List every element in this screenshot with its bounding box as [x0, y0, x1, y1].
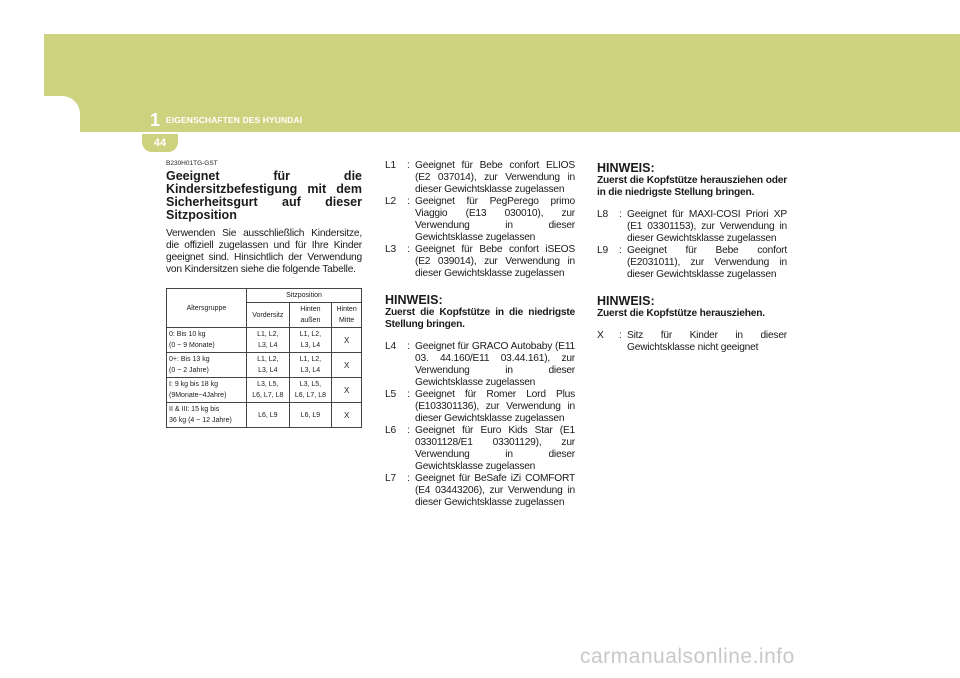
footer-watermark[interactable]: carmanualsonline.info [580, 645, 795, 668]
item-key: L2 [385, 196, 396, 207]
column-left [166, 160, 362, 428]
note-text: Zuerst die Kopfstütze in die niedrigste Stellung bringen. [385, 307, 575, 330]
note-text: Zuerst die Kopfstütze herausziehen oder in die niedrigste Stellung bringen. [597, 175, 787, 198]
header-rear-outer-1: Hinten [300, 306, 321, 313]
item-text: Geeignet für MAXI-COSI Priori XP (E1 03301153), zur Verwendung in dieser Gewichtsklasse zugelassen [627, 209, 787, 244]
header-age-group: Altersgruppe [167, 289, 247, 328]
header-front: Vordersitz [247, 303, 290, 328]
item-text: Geeignet für BeSafe iZi COMFORT (E4 03443206), zur Verwendung in dieser Gewichtsklasse zugelassen [415, 473, 575, 508]
item-text: Geeignet für Euro Kids Star (E1 03301128/E1 03301129), zur Verwendung in dieser Gewichtsklasse zugelassen [415, 425, 575, 472]
list-x [597, 330, 787, 354]
cell-front: L1, L2, [257, 356, 279, 363]
item-key: L3 [385, 244, 396, 255]
item-key: X [597, 330, 604, 341]
row-group: 0: Bis 10 kg [169, 331, 206, 338]
item-key: L5 [385, 389, 396, 400]
list-item: L1 : Geeignet für Bebe confort ELIOS (E2 037014), zur Verwendung in dieser Gewichtsklasse zugelassen [385, 160, 575, 195]
child-seat-table [166, 288, 362, 428]
row-age: (0 ~ 2 Jahre) [169, 367, 209, 374]
header-rear-mid-1: Hinten [336, 306, 357, 313]
chapter-number: 1 [150, 110, 161, 130]
row-group: I: 9 kg bis 18 kg [169, 381, 219, 388]
item-text: Geeignet für Bebe confort (E2031011), zur Verwendung in dieser Gewichtsklasse zugelassen [627, 245, 787, 280]
section-title: Geeignet für die Kindersitzbefestigung mit dem Sicherheitsgurt auf dieser Sitzposition [166, 169, 362, 222]
list-item: L2 : Geeignet für PegPerego primo Viaggio (E13 030010), zur Verwendung in dieser Gewichtsklasse zugelassen [385, 196, 575, 243]
note-text: Zuerst die Kopfstütze herausziehen. [597, 308, 765, 319]
list-item: L6 : Geeignet für Euro Kids Star (E1 03301128/E1 03301129), zur Verwendung in dieser Gewichtsklasse zugelassen [385, 425, 575, 472]
column-right [597, 160, 787, 354]
item-text: Sitz für Kinder in dieser Gewichtsklasse nicht geeignet [627, 330, 787, 353]
row-age: 36 kg (4 ~ 12 Jahre) [169, 417, 232, 424]
cell-outer: L1, L2, [299, 331, 322, 338]
item-text: Geeignet für PegPerego primo Viaggio (E13 030010), zur Verwendung in dieser Gewichtsklasse zugelassen [415, 196, 575, 243]
row-age: (9Monate~4Jahre) [169, 392, 227, 399]
item-key: L7 [385, 473, 396, 484]
note-title: HINWEIS: [385, 293, 443, 307]
header-seat-position: Sitzposition [247, 289, 362, 303]
list-item: X : Sitz für Kinder in dieser Gewichtsklasse nicht geeignet [597, 330, 787, 353]
item-text: Geeignet für GRACO Autobaby (E11 03. 44.160/E11 03.44.161), zur Verwendung in dieser Gewichtsklasse zugelassen [415, 341, 575, 388]
header-rear-outer-2: außen [300, 317, 321, 324]
list-item: L5 : Geeignet für Romer Lord Plus (E103301136), zur Verwendung in dieser Gewichtsklasse zugelassen [385, 389, 575, 424]
header-rear-outer [289, 303, 332, 328]
row-age: (0 ~ 9 Monate) [169, 342, 215, 349]
list-l8-l9 [597, 209, 787, 281]
cell-front: L3, L5, [257, 381, 279, 388]
cell-outer-2: L6, L7, L8 [294, 392, 326, 399]
cell-outer: L6, L9 [300, 411, 321, 419]
cell-outer: L1, L2, [299, 356, 322, 363]
header-rear-middle [332, 303, 362, 328]
item-key: L6 [385, 425, 396, 436]
section-intro: Verwenden Sie ausschließlich Kindersitze, die offiziell zugelassen und für Ihre Kinder geeignet sind. Hinsichtlich der Verwendung von Kindersitzen siehe die folgende Tabelle. [166, 228, 362, 275]
cell-front-2: L3, L4 [258, 342, 278, 349]
cell-front-2: L3, L4 [258, 367, 278, 374]
list-item: L7 : Geeignet für BeSafe iZi COMFORT (E4 03443206), zur Verwendung in dieser Gewichtsklasse zugelassen [385, 473, 575, 508]
cell-outer-2: L3, L4 [300, 342, 321, 349]
item-key: L4 [385, 341, 396, 352]
cell-front-2: L6, L7, L8 [252, 392, 284, 399]
note-title: HINWEIS: [597, 161, 655, 175]
list-item: L4 : Geeignet für GRACO Autobaby (E11 03. 44.160/E11 03.44.161), zur Verwendung in dieser Gewichtsklasse zugelassen [385, 341, 575, 388]
table-row [167, 403, 362, 428]
page-number: 44 [142, 134, 178, 152]
table-row [167, 353, 362, 378]
item-key: L1 [385, 160, 396, 171]
row-group: 0+: Bis 13 kg [169, 356, 210, 363]
cell-middle: X [332, 403, 362, 428]
cell-front: L6, L9 [258, 411, 278, 419]
list-item: L3 : Geeignet für Bebe confort iSEOS (E2 039014), zur Verwendung in dieser Gewichtsklasse zugelassen [385, 244, 575, 279]
item-text: Geeignet für Bebe confort iSEOS (E2 039014), zur Verwendung in dieser Gewichtsklasse zugelassen [415, 244, 575, 279]
note-title: HINWEIS: [597, 294, 655, 308]
header-notch [44, 96, 80, 132]
column-middle [385, 160, 575, 509]
cell-middle: X [332, 328, 362, 353]
table-row [167, 328, 362, 353]
item-text: Geeignet für Romer Lord Plus (E103301136), zur Verwendung in dieser Gewichtsklasse zugelassen [415, 389, 575, 424]
chapter-title: EIGENSCHAFTEN DES HYUNDAI [166, 115, 303, 125]
cell-front: L1, L2, [257, 331, 279, 338]
list-l1-l3 [385, 160, 575, 280]
cell-middle: X [332, 378, 362, 403]
table-row [167, 378, 362, 403]
cell-outer: L3, L5, [299, 381, 322, 388]
header-rear-mid-2: Mitte [339, 317, 355, 324]
item-key: L8 [597, 209, 608, 220]
list-item: L8 : Geeignet für MAXI-COSI Priori XP (E1 03301153), zur Verwendung in dieser Gewichtsklasse zugelassen [597, 209, 787, 244]
item-text: Geeignet für Bebe confort ELIOS (E2 037014), zur Verwendung in dieser Gewichtsklasse zugelassen [415, 160, 575, 195]
section-code: B230H01TG-GST [166, 160, 218, 167]
list-l4-l7 [385, 341, 575, 509]
cell-middle: X [332, 353, 362, 378]
cell-outer-2: L3, L4 [300, 367, 321, 374]
list-item: L9 : Geeignet für Bebe confort (E2031011), zur Verwendung in dieser Gewichtsklasse zugelassen [597, 245, 787, 280]
row-group: II & III: 15 kg bis [169, 406, 220, 413]
item-key: L9 [597, 245, 608, 256]
